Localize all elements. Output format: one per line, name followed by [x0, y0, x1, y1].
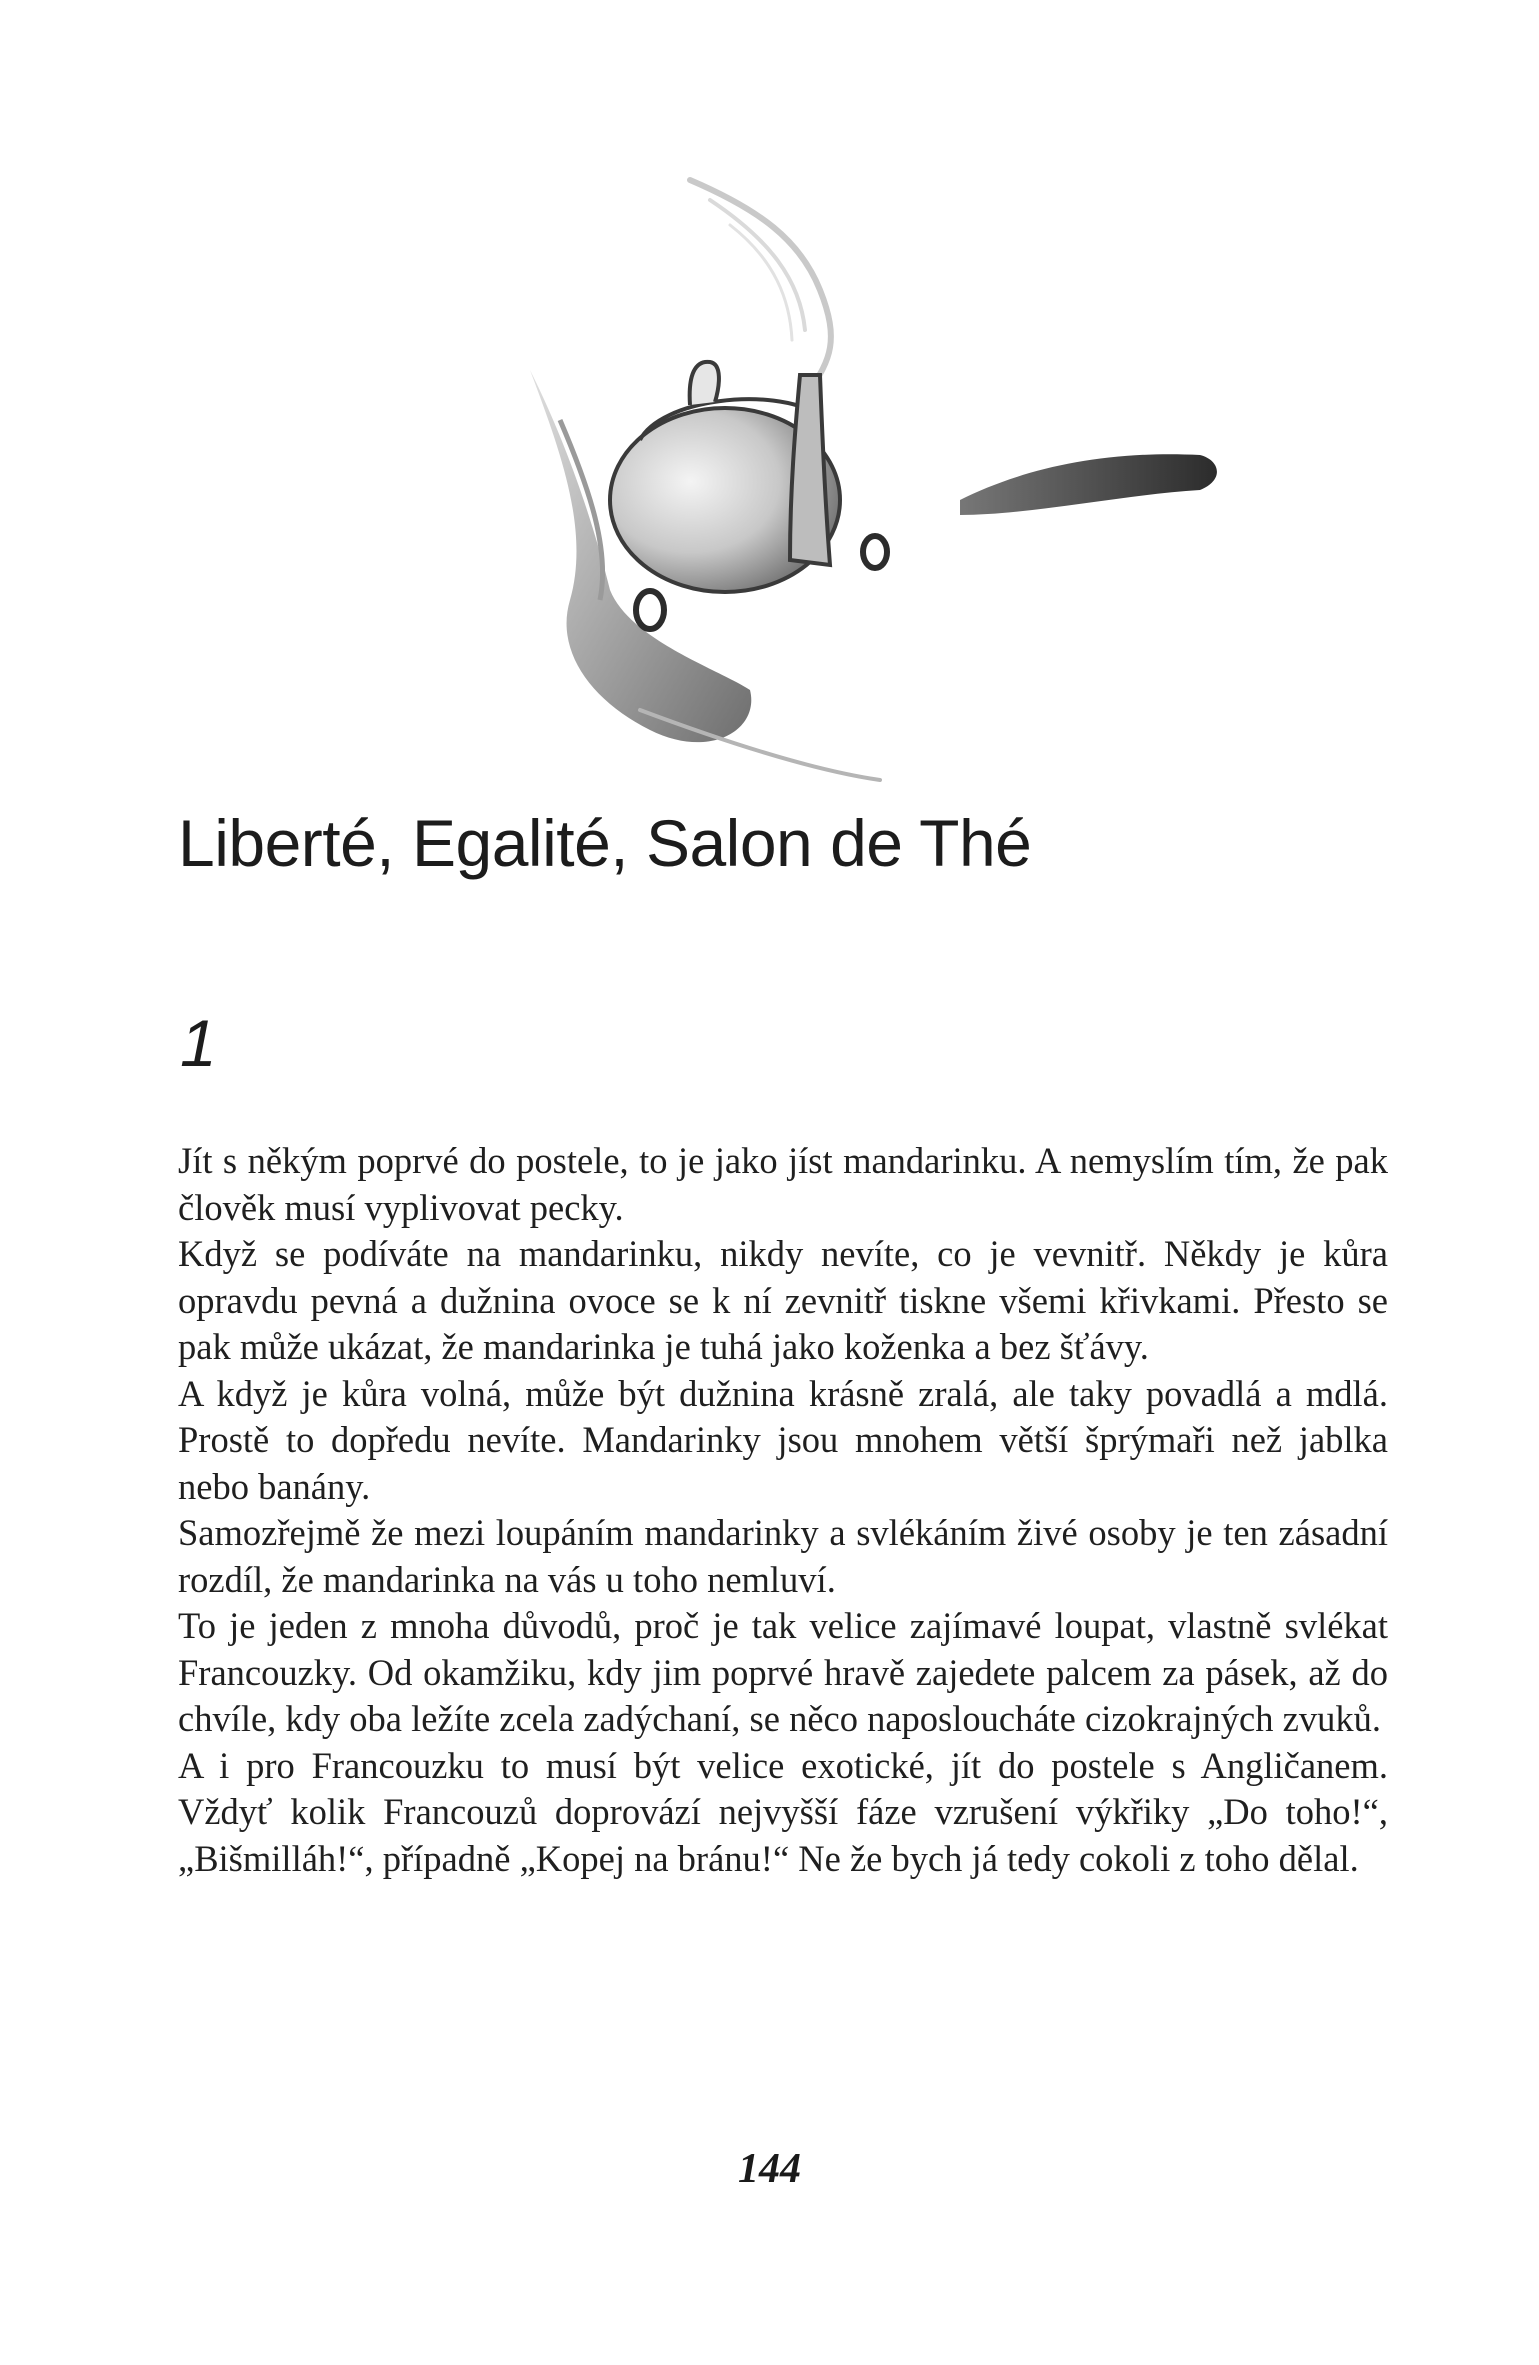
paragraph: Samozřejmě že mezi loupáním mandarinky a svlékáním živé osoby je ten zásadní rozdíl, že mandarinka na vás u toho nemluví. — [178, 1512, 1388, 1600]
chapter-number: 1 — [180, 1006, 217, 1080]
steam-wisp — [690, 180, 831, 390]
paragraph: A když je kůra volná, může být dužnina krásně zralá, ale taky povadlá a mdlá. Prostě to dopředu nevíte. Mandarinky jsou mnohem větší šprýmaři než jablka nebo banány. — [178, 1372, 1388, 1507]
paragraph: Když se podíváte na mandarinku, nikdy nevíte, co je vevnitř. Někdy je kůra opravdu pevná a dužnina ovoce se k ní zevnitř tiskne všemi křivkami. Přesto se pak může ukázat, že mandarinka je tuhá jako koženka a bez šťávy. — [178, 1233, 1388, 1367]
teapot-illustration — [500, 170, 1260, 810]
wheel-left — [636, 591, 664, 629]
paragraph: To je jeden z mnoha důvodů, proč je tak velice zajímavé loupat, vlastně svlékat Francouzky. Od okamžiku, kdy jim poprvé hravě zajedete palcem za pásek, až do chvíle, kdy oba ležíte zcela zadýchaní, se něco naposloucháte cizokrajných zvuků. — [178, 1605, 1388, 1739]
page-number: 144 — [738, 2146, 801, 2192]
wheel-right — [863, 536, 887, 568]
paragraph: Jít s někým poprvé do postele, to je jako jíst mandarinku. A nemyslím tím, že pak člověk musí vyplivovat pecky. — [178, 1140, 1388, 1228]
chapter-title: Liberté, Egalité, Salon de Thé — [178, 806, 1032, 880]
teapot-knob — [690, 362, 719, 405]
steam-wisp — [710, 200, 805, 330]
paragraph: A i pro Francouzku to musí být velice exotické, jít do postele s Angličanem. Vždyť kolik Francouzů doprovází nejvyšší fáze vzrušení výkřiky „Do toho!“, „Bišmilláh!“, případně „Kopej na bránu!“ Ne že bych já tedy cokoli z toho dělal. — [178, 1744, 1388, 1879]
teapot-spout — [790, 375, 830, 565]
chapter-body — [178, 1138, 1388, 1882]
speed-streak — [960, 454, 1217, 515]
